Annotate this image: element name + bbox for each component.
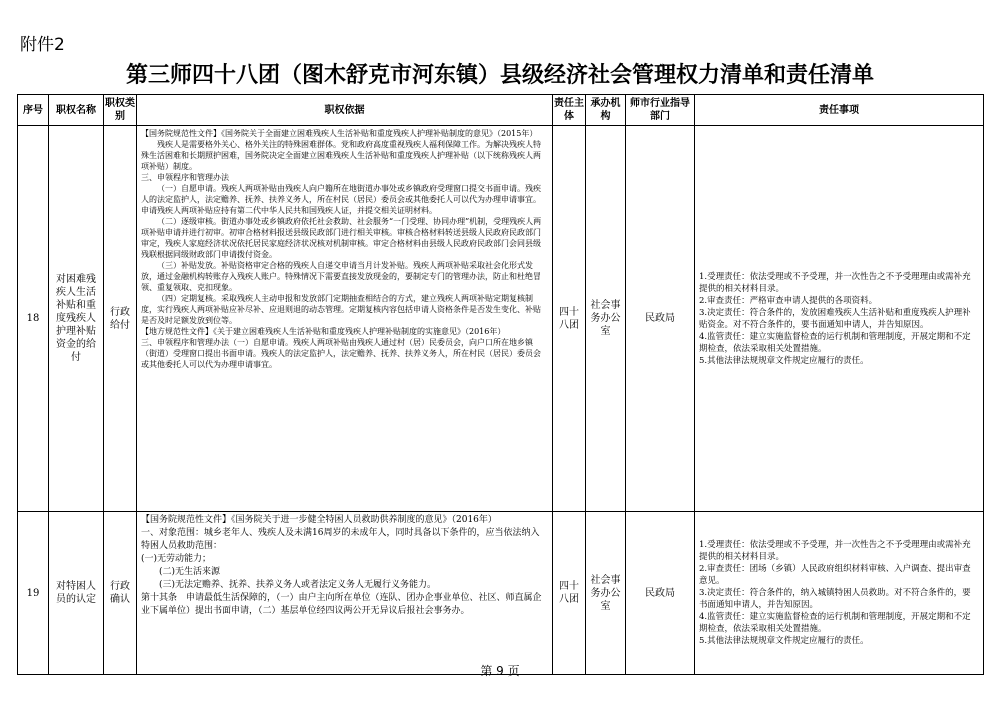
duty-line: 5.其他法律法规规章文件规定应履行的责任。 — [699, 355, 869, 366]
basis-line: 第十其条 申请最低生活保障的，（一）由户主向所在单位（连队、团办企事业单位、社区、师直属企业下属单位）提出书面申请，（二）基层单位经四议两公开无异议后报社会事务办。 — [141, 593, 542, 616]
header-org: 承办机构 — [586, 95, 626, 126]
header-duty: 责任事项 — [695, 95, 984, 126]
row-duty — [695, 512, 984, 675]
row-subject: 四十八团 — [553, 126, 586, 512]
table-header-row — [18, 95, 984, 126]
table-row — [18, 512, 984, 675]
basis-line: （一）自愿申请。残疾人两项补贴由残疾人向户籍所在地街道办事处或乡镇政府受理窗口提交书面申请。残疾人的法定监护人，法定赡养、抚养、扶养义务人，所在村民（居民）委员会或其他委托人可以代为办理申请事宜。申请残疾人两项补贴应持有第二代中华人民共和国残疾人证，并提交相关证明材料。 — [141, 184, 541, 215]
table-row — [18, 126, 984, 512]
basis-line: 三、申领程序和管理办法（一）自愿申请。残疾人两项补贴由残疾人通过村（居）民委员会，向户口所在地乡镇（街道）受理窗口提出书面申请。残疾人的法定监护人，法定赡养、抚养、扶养义务人，所在村民（居民）委员会或其他委托人可以代为办理申请事宜。 — [141, 338, 541, 369]
header-guide: 师市行业指导部门 — [626, 95, 695, 126]
basis-line: 三、申领程序和管理办法 — [141, 173, 229, 182]
basis-line: 【国务院规范性文件】《国务院关于全面建立困难残疾人生活补贴和重度残疾人护理补贴制度的意见》（2015年） — [141, 129, 538, 138]
row-org: 社会事务办公室 — [586, 126, 626, 512]
basis-line: 【地方规范性文件】《关于建立困难残疾人生活补贴和重度残疾人护理补贴制度的实施意见》（2016年） — [141, 327, 506, 336]
duty-line: 1.受理责任：依法受理或不予受理，并一次性告之不予受理理由或需补充提供的相关材料目录。 — [699, 271, 971, 294]
row-seq: 19 — [18, 512, 49, 675]
basis-line: （二）逐级审核。街道办事处或乡镇政府依托社会救助、社会服务“一门受理、协同办理”机制，受理残疾人两项补贴申请并进行初审。初审合格材料报送县级民政部门进行相关审核。审核合格材料转送县级人民政府民政部门审定，残疾人家庭经济状况依托居民家庭经济状况核对机制审核。审定合格材料由县级人民政府民政部门会同县级残联根据同级财政部门申请拨付资金。 — [141, 217, 542, 259]
row-seq: 18 — [18, 126, 49, 512]
duty-line: 4.监管责任：建立实施监督检查的运行机制和管理制度，开展定期和不定期检查，依法采取相关处置措施。 — [699, 612, 971, 634]
basis-line: 残疾人是需要格外关心、格外关注的特殊困难群体。党和政府高度重视残疾人福利保障工作。为解决残疾人特殊生活困难和长期照护困难，国务院决定全面建立困难残疾人生活补贴和重度残疾人护理补贴（以下统称残疾人两项补贴）制度。 — [141, 140, 541, 171]
header-name: 职权名称 — [49, 95, 104, 126]
header-seq: 序号 — [18, 95, 49, 126]
header-category: 职权类别 — [104, 95, 137, 126]
header-subject: 责任主体 — [553, 95, 586, 126]
duty-line: 2.审查责任：团场（乡镇）人民政府组织材料审核、入户调查、提出审查意见。 — [699, 564, 971, 586]
row-guide: 民政局 — [626, 512, 695, 675]
basis-line: （四）定期复核。采取残疾人主动申报和发放部门定期抽查相结合的方式，建立残疾人两项补贴定期复核制度，实行残疾人两项补贴应补尽补、应退则退的动态管理。定期复核内容包括申请人资格条件是否发生变化、补贴是否及时足额发放到位等。 — [141, 294, 541, 325]
basis-line: (二)无生活来源 — [159, 567, 221, 577]
basis-line: （三）补贴发放。补贴资格审定合格的残疾人自递交申请当月计发补贴。残疾人两项补贴采取社会化形式发放，通过金融机构转账存入残疾人账户。特殊情况下需要直接发放现金的，要制定专门的管理办法，防止和杜绝冒领、重复领取、克扣现象。 — [141, 261, 541, 292]
row-basis — [137, 512, 553, 675]
page-number: 第 9 页 — [480, 664, 520, 678]
power-list-table — [17, 94, 984, 675]
document-title: 第三师四十八团（图木舒克市河东镇）县级经济社会管理权力清单和责任清单 — [125, 63, 874, 88]
row-category: 行政确认 — [104, 512, 137, 675]
row-category: 行政给付 — [104, 126, 137, 512]
duty-line: 2.审查责任：严格审查申请人提供的各项资料。 — [699, 295, 878, 306]
basis-line: 【国务院规范性文件】《国务院关于进一步健全特困人员救助供养制度的意见》（2016年） — [141, 515, 497, 525]
duty-line: 5.其他法律法规规章文件规定应履行的责任。 — [699, 636, 869, 646]
row-guide: 民政局 — [626, 126, 695, 512]
attachment-label: 附件2 — [20, 35, 65, 55]
basis-line: (一)无劳动能力； — [141, 554, 212, 564]
row-power-name: 对特困人员的认定 — [49, 512, 104, 675]
row-duty — [695, 126, 984, 512]
duty-line: 3.决定责任：符合条件的，发放困难残疾人生活补贴和重度残疾人护理补贴资金。对不符合条件的，要书面通知申请人，并告知原因。 — [699, 307, 971, 330]
basis-line: (三)无法定赡养、抚养、扶养义务人或者法定义务人无履行义务能力。 — [159, 580, 437, 590]
row-power-name: 对困难残疾人生活补贴和重度残疾人护理补贴资金的给付 — [49, 126, 104, 512]
duty-line: 1.受理责任：依法受理或不予受理，并一次性告之不予受理理由或需补充提供的相关材料目录。 — [699, 540, 971, 562]
row-basis — [137, 126, 553, 512]
basis-line: 一、对象范围：城乡老年人、残疾人及未满16周岁的未成年人，同时具备以下条件的，应当依法纳入特困人员救助范围： — [141, 528, 540, 551]
row-subject: 四十八团 — [553, 512, 586, 675]
header-basis: 职权依据 — [137, 95, 553, 126]
duty-line: 3.决定责任：符合条件的，纳入城镇特困人员救助。对不符合条件的，要书面通知申请人，并告知原因。 — [699, 588, 971, 610]
row-org: 社会事务办公室 — [586, 512, 626, 675]
duty-line: 4.监管责任：建立实施监督检查的运行机制和管理制度，开展定期和不定期检查，依法采取相关处置措施。 — [699, 331, 971, 354]
